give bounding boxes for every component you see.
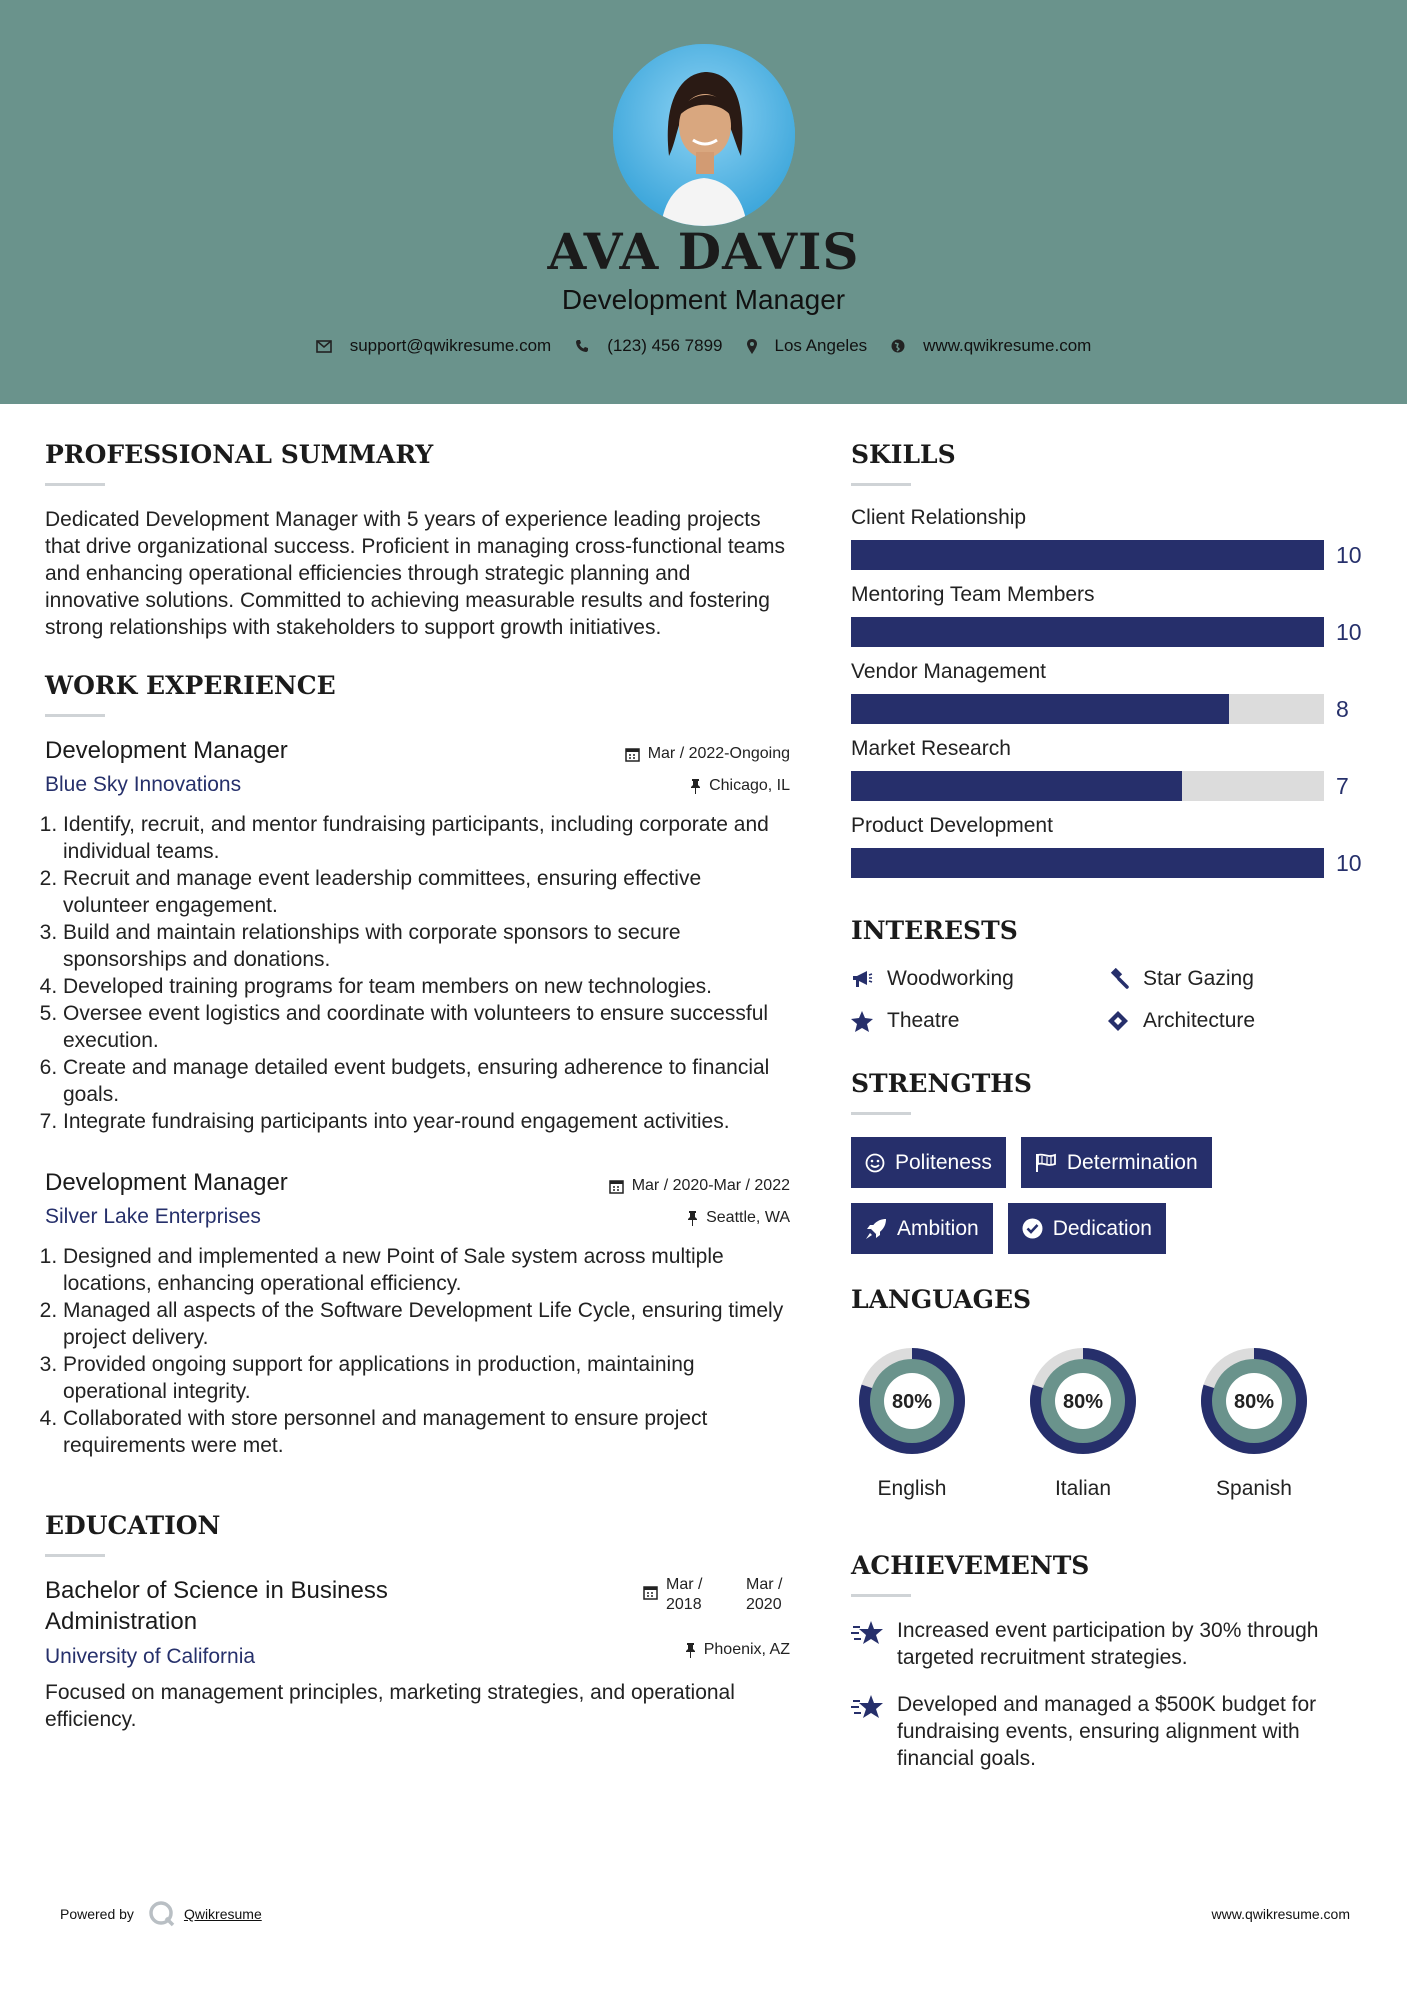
contact-website[interactable] [891,336,1091,356]
skill-bar-track [851,694,1324,724]
bullet-item: 7. Integrate fundraising participants into year-round engagement activities. [63,1108,790,1135]
strength-chip: Dedication [1008,1203,1166,1254]
languages-list [851,1340,1366,1501]
interest-item: Architecture [1107,1009,1347,1033]
left-column [45,440,790,1733]
heading-rule [45,1554,105,1557]
language-percent: 80% [891,1391,933,1413]
skill-item [851,583,1366,647]
brand-link[interactable]: Qwikresume [183,1906,262,1922]
bullet-item: 3. Build and maintain relationships with corporate sponsors to secure sponsorships and donations. [63,919,790,973]
skill-value: 7 [1336,772,1349,799]
heading-rule [851,1112,911,1115]
languages-section [851,1285,1366,1501]
phone-text: (123) 456 7899 [607,336,723,355]
skill-value: 8 [1336,695,1349,722]
summary-text: Dedicated Development Manager with 5 years of experience leading projects that drive organizational success. Proficient in managing cross-functional teams and enhancing operational efficiencies through strategic planning and innovative solutions. Committed to achieving measurable results and fostering strong relationships with stakeholders to support growth initiatives. [45,508,786,639]
heading-rule [851,483,911,486]
job-title: Development Manager [45,1169,288,1196]
bullet-item: 3. Provided ongoing support for applications in production, maintaining operational integrity. [63,1351,790,1405]
contact-email[interactable] [316,336,552,356]
page-footer [60,1900,1350,1928]
education-entry [45,1575,790,1733]
powered-by-label: Powered by [60,1906,134,1922]
smile-icon [865,1153,885,1173]
summary-heading: PROFESSIONAL SUMMARY [45,440,434,469]
qwikresume-logo-icon [148,1900,176,1928]
experience-section [45,671,790,1459]
language-ring [1022,1340,1144,1462]
strengths-heading: STRENGTHS [851,1069,1032,1098]
skill-value: 10 [1336,849,1362,876]
strength-chip: Politeness [851,1137,1006,1188]
star-icon [851,1011,873,1032]
envelope-icon [316,340,332,353]
phone-icon [575,339,589,353]
pushpin-icon [685,1643,696,1658]
job-entry [45,1169,790,1459]
skills-section [851,440,1366,878]
skill-bar-fill [851,540,1324,570]
contact-bar [0,336,1407,356]
education-dates [643,1575,790,1615]
powered-by [60,1900,262,1928]
education-end: Mar / 2020 [746,1576,783,1613]
skill-item [851,506,1366,570]
bullet-item: 5. Oversee event logistics and coordinate with volunteers to ensure successful execution. [63,1000,790,1054]
interests-heading: INTERESTS [851,916,1018,945]
achievement-item: Developed and managed a $500K budget for fundraising events, ensuring alignment with financial goals. [851,1691,1366,1772]
education-description: Focused on management principles, marketing strategies, and operational efficiency. [45,1681,735,1731]
calendar-icon [609,1179,624,1194]
gavel-icon [1107,968,1129,990]
skill-item [851,737,1366,801]
summary-section [45,440,790,641]
language-item [1022,1340,1144,1501]
megaphone-icon [851,969,873,989]
education-section [45,1511,790,1733]
interests-section [851,916,1366,1033]
profile-photo [613,44,795,226]
right-column [851,440,1366,1772]
star-burst-icon [851,1619,885,1647]
degree-title: Bachelor of Science in Business Administration [45,1577,388,1635]
skills-list [851,506,1366,878]
company-name: Blue Sky Innovations [45,773,242,796]
skill-bar-track [851,771,1324,801]
language-name: Spanish [1216,1477,1292,1500]
skill-value: 10 [1336,541,1362,568]
interest-item: Theatre [851,1009,1107,1033]
interest-item: Woodworking [851,967,1107,991]
interest-item: Star Gazing [1107,967,1347,991]
contact-location [747,336,868,356]
languages-heading: LANGUAGES [851,1285,1032,1314]
bullet-item: 2. Recruit and manage event leadership committees, ensuring effective volunteer engagement. [63,865,790,919]
strengths-section [851,1069,1366,1269]
rocket-icon [865,1218,887,1240]
skill-bar-fill [851,694,1229,724]
language-name: English [877,1477,947,1500]
email-text: support@qwikresume.com [349,336,552,355]
language-ring [1193,1340,1315,1462]
job-entry [45,737,790,1135]
job-location: Seattle, WA [687,1209,790,1227]
pushpin-icon [687,1211,698,1226]
language-name: Italian [1054,1477,1112,1500]
language-percent: 80% [1062,1391,1104,1413]
bullet-item: 1. Identify, recruit, and mentor fundraising participants, including corporate and individual teams. [63,811,790,865]
job-dates: Mar / 2022-Ongoing [625,745,790,763]
interests-list [851,967,1366,1033]
calendar-icon [625,747,640,762]
achievements-heading: ACHIEVEMENTS [851,1551,1090,1580]
skill-value: 10 [1336,618,1362,645]
skill-bar-fill [851,771,1182,801]
location-text: Los Angeles [774,336,868,355]
skill-item [851,660,1366,724]
bullet-item: 6. Create and manage detailed event budgets, ensuring adherence to financial goals. [63,1054,790,1108]
skill-name: Vendor Management [851,660,1046,683]
heading-rule [45,714,105,717]
strengths-list [851,1137,1366,1269]
education-start: Mar / 2018 [666,1576,703,1613]
company-name: Silver Lake Enterprises [45,1205,261,1228]
bullet-item: 4. Collaborated with store personnel and management to ensure project requirements were met. [63,1405,790,1459]
strength-chip: Determination [1021,1137,1212,1188]
skill-name: Product Development [851,814,1053,837]
education-heading: EDUCATION [45,1511,221,1540]
skill-bar-track [851,848,1324,878]
skill-name: Market Research [851,737,1011,760]
school-name: University of California [45,1645,256,1668]
star-burst-icon [851,1693,885,1721]
job-location: Chicago, IL [690,777,790,795]
skill-name: Client Relationship [851,506,1027,529]
job-title: Development Manager [45,737,288,764]
flag-icon [1035,1153,1057,1173]
language-item [851,1340,973,1501]
map-pin-icon [747,339,757,354]
skill-bar-fill [851,848,1324,878]
contact-phone[interactable] [575,336,722,356]
skill-name: Mentoring Team Members [851,583,1095,606]
job-dates: Mar / 2020-Mar / 2022 [609,1177,790,1195]
skill-bar-track [851,540,1324,570]
candidate-title: Development Manager [561,284,846,315]
footer-url[interactable]: www.qwikresume.com [1211,1906,1350,1922]
job-bullets [45,1243,790,1459]
language-ring [851,1340,973,1462]
globe-icon [891,339,905,353]
resume-header [0,0,1407,404]
heading-rule [45,483,105,486]
calendar-icon [643,1585,658,1600]
language-item [1193,1340,1315,1501]
heading-rule [851,1594,911,1597]
website-text: www.qwikresume.com [923,336,1092,355]
skills-heading: SKILLS [851,440,956,469]
pushpin-icon [690,779,701,794]
achievements-section [851,1551,1366,1772]
bullet-item: 4. Developed training programs for team members on new technologies. [63,973,790,1000]
bullet-item: 2. Managed all aspects of the Software Development Life Cycle, ensuring timely project delivery. [63,1297,790,1351]
skill-item [851,814,1366,878]
ticket-icon [1107,1010,1129,1032]
education-location: Phoenix, AZ [685,1641,790,1659]
bullet-item: 1. Designed and implemented a new Point of Sale system across multiple locations, enhancing operational efficiency. [63,1243,790,1297]
achievement-item: Increased event participation by 30% through targeted recruitment strategies. [851,1617,1366,1671]
language-percent: 80% [1233,1391,1275,1413]
strength-chip: Ambition [851,1203,993,1254]
candidate-name: AVA DAVIS [547,222,860,281]
skill-bar-fill [851,617,1324,647]
job-bullets [45,811,790,1135]
skill-bar-track [851,617,1324,647]
check-circle-icon [1022,1218,1043,1239]
experience-heading: WORK EXPERIENCE [45,671,336,700]
